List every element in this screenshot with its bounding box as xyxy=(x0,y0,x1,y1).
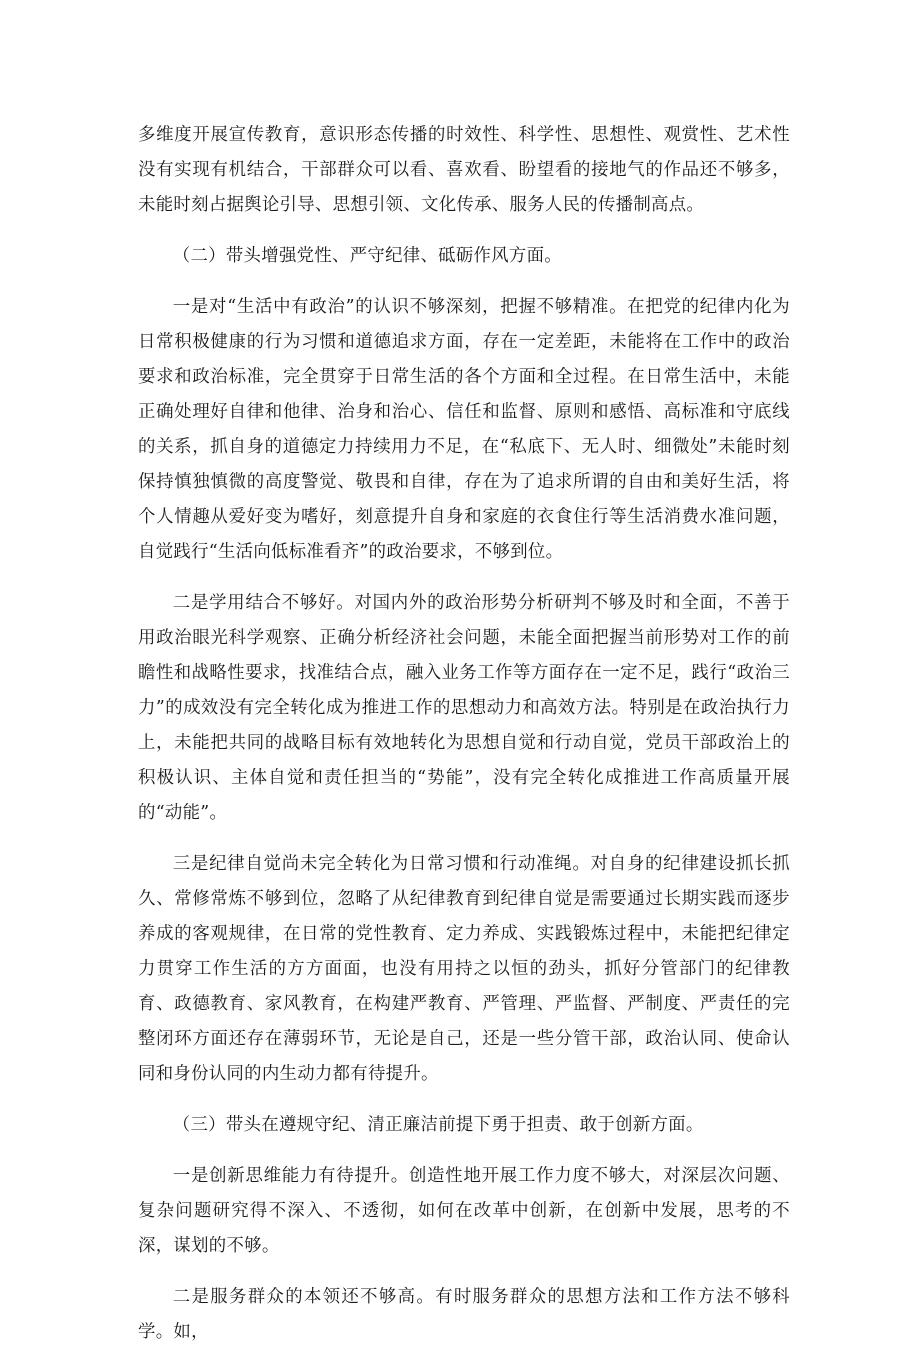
paragraph-politics-in-life: 一是对“生活中有政治”的认识不够深刻，把握不够精准。在把党的纪律内化为日常积极健康的行为习惯和道德追求方面，存在一定差距，未能将在工作中的政治要求和政治标准，完全贯穿于日常生活的各个方面和全过程。在日常生活中，未能正确处理好自律和他律、治身和治心、信任和监督、原则和感悟、高标准和守底线的关系，抓自身的道德定力持续用力不足，在“私底下、无人时、细微处”未能时刻保持慎独慎微的高度警觉、敬畏和自律，存在为了追求所谓的自由和美好生活，将个人情趣从爱好变为嗜好，刻意提升自身和家庭的衣食住行等生活消费水准问题，自觉践行“生活向低标准看齐”的政治要求，不够到位。 xyxy=(138,297,790,562)
paragraph-study-application: 二是学用结合不够好。对国内外的政治形势分析研判不够及时和全面，不善于用政治眼光科学观察、正确分析经济社会问题，未能全面把握当前形势对工作的前瞻性和战略性要求，找准结合点，融入业务工作等方面存在一定不足，践行“政治三力”的成效没有完全转化成为推进工作的思想动力和高效方法。特别是在政治执行力上，未能把共同的战略目标有效地转化为思想自觉和行动自觉，党员干部政治上的积极认识、主体自觉和责任担当的“势能”，没有完全转化成推进工作高质量开展的“动能”。 xyxy=(138,593,790,823)
section-heading-3: （三）带头在遵规守纪、清正廉洁前提下勇于担责、敢于创新方面。 xyxy=(172,1115,704,1135)
section-heading-2: （二）带头增强党性、严守纪律、砥砺作风方面。 xyxy=(172,246,562,266)
paragraph-discipline-habit: 三是纪律自觉尚未完全转化为日常习惯和行动准绳。对自身的纪律建设抓长抓久、常修常炼不够到位，忽略了从纪律教育到纪律自觉是需要通过长期实践而逐步养成的客观规律，在日常的党性教育、定力养成、实践锻炼过程中，未能把纪律定力贯穿工作生活的方方面面，也没有用持之以恒的劲头，抓好分管部门的纪律教育、政德教育、家风教育，在构建严教育、严管理、严监督、严制度、严责任的完整闭环方面还存在薄弱环节，无论是自己，还是一些分管干部，政治认同、使命认同和身份认同的内生动力都有待提升。 xyxy=(138,854,790,1084)
document-body xyxy=(138,118,790,1366)
paragraph-innovation-thinking: 一是创新思维能力有待提升。创造性地开展工作力度不够大，对深层次问题、复杂问题研究得不深入、不透彻，如何在改革中创新，在创新中发展，思考的不深，谋划的不够。 xyxy=(138,1166,790,1256)
paragraph-serving-masses: 二是服务群众的本领还不够高。有时服务群众的思想方法和工作方法不够科学。如， xyxy=(138,1287,790,1342)
paragraph-continuation: 多维度开展宣传教育，意识形态传播的时效性、科学性、思想性、观赏性、艺术性没有实现有机结合，干部群众可以看、喜欢看、盼望看的接地气的作品还不够多，未能时刻占据舆论引导、思想引领、文化传承、服务人民的传播制高点。 xyxy=(138,125,790,215)
